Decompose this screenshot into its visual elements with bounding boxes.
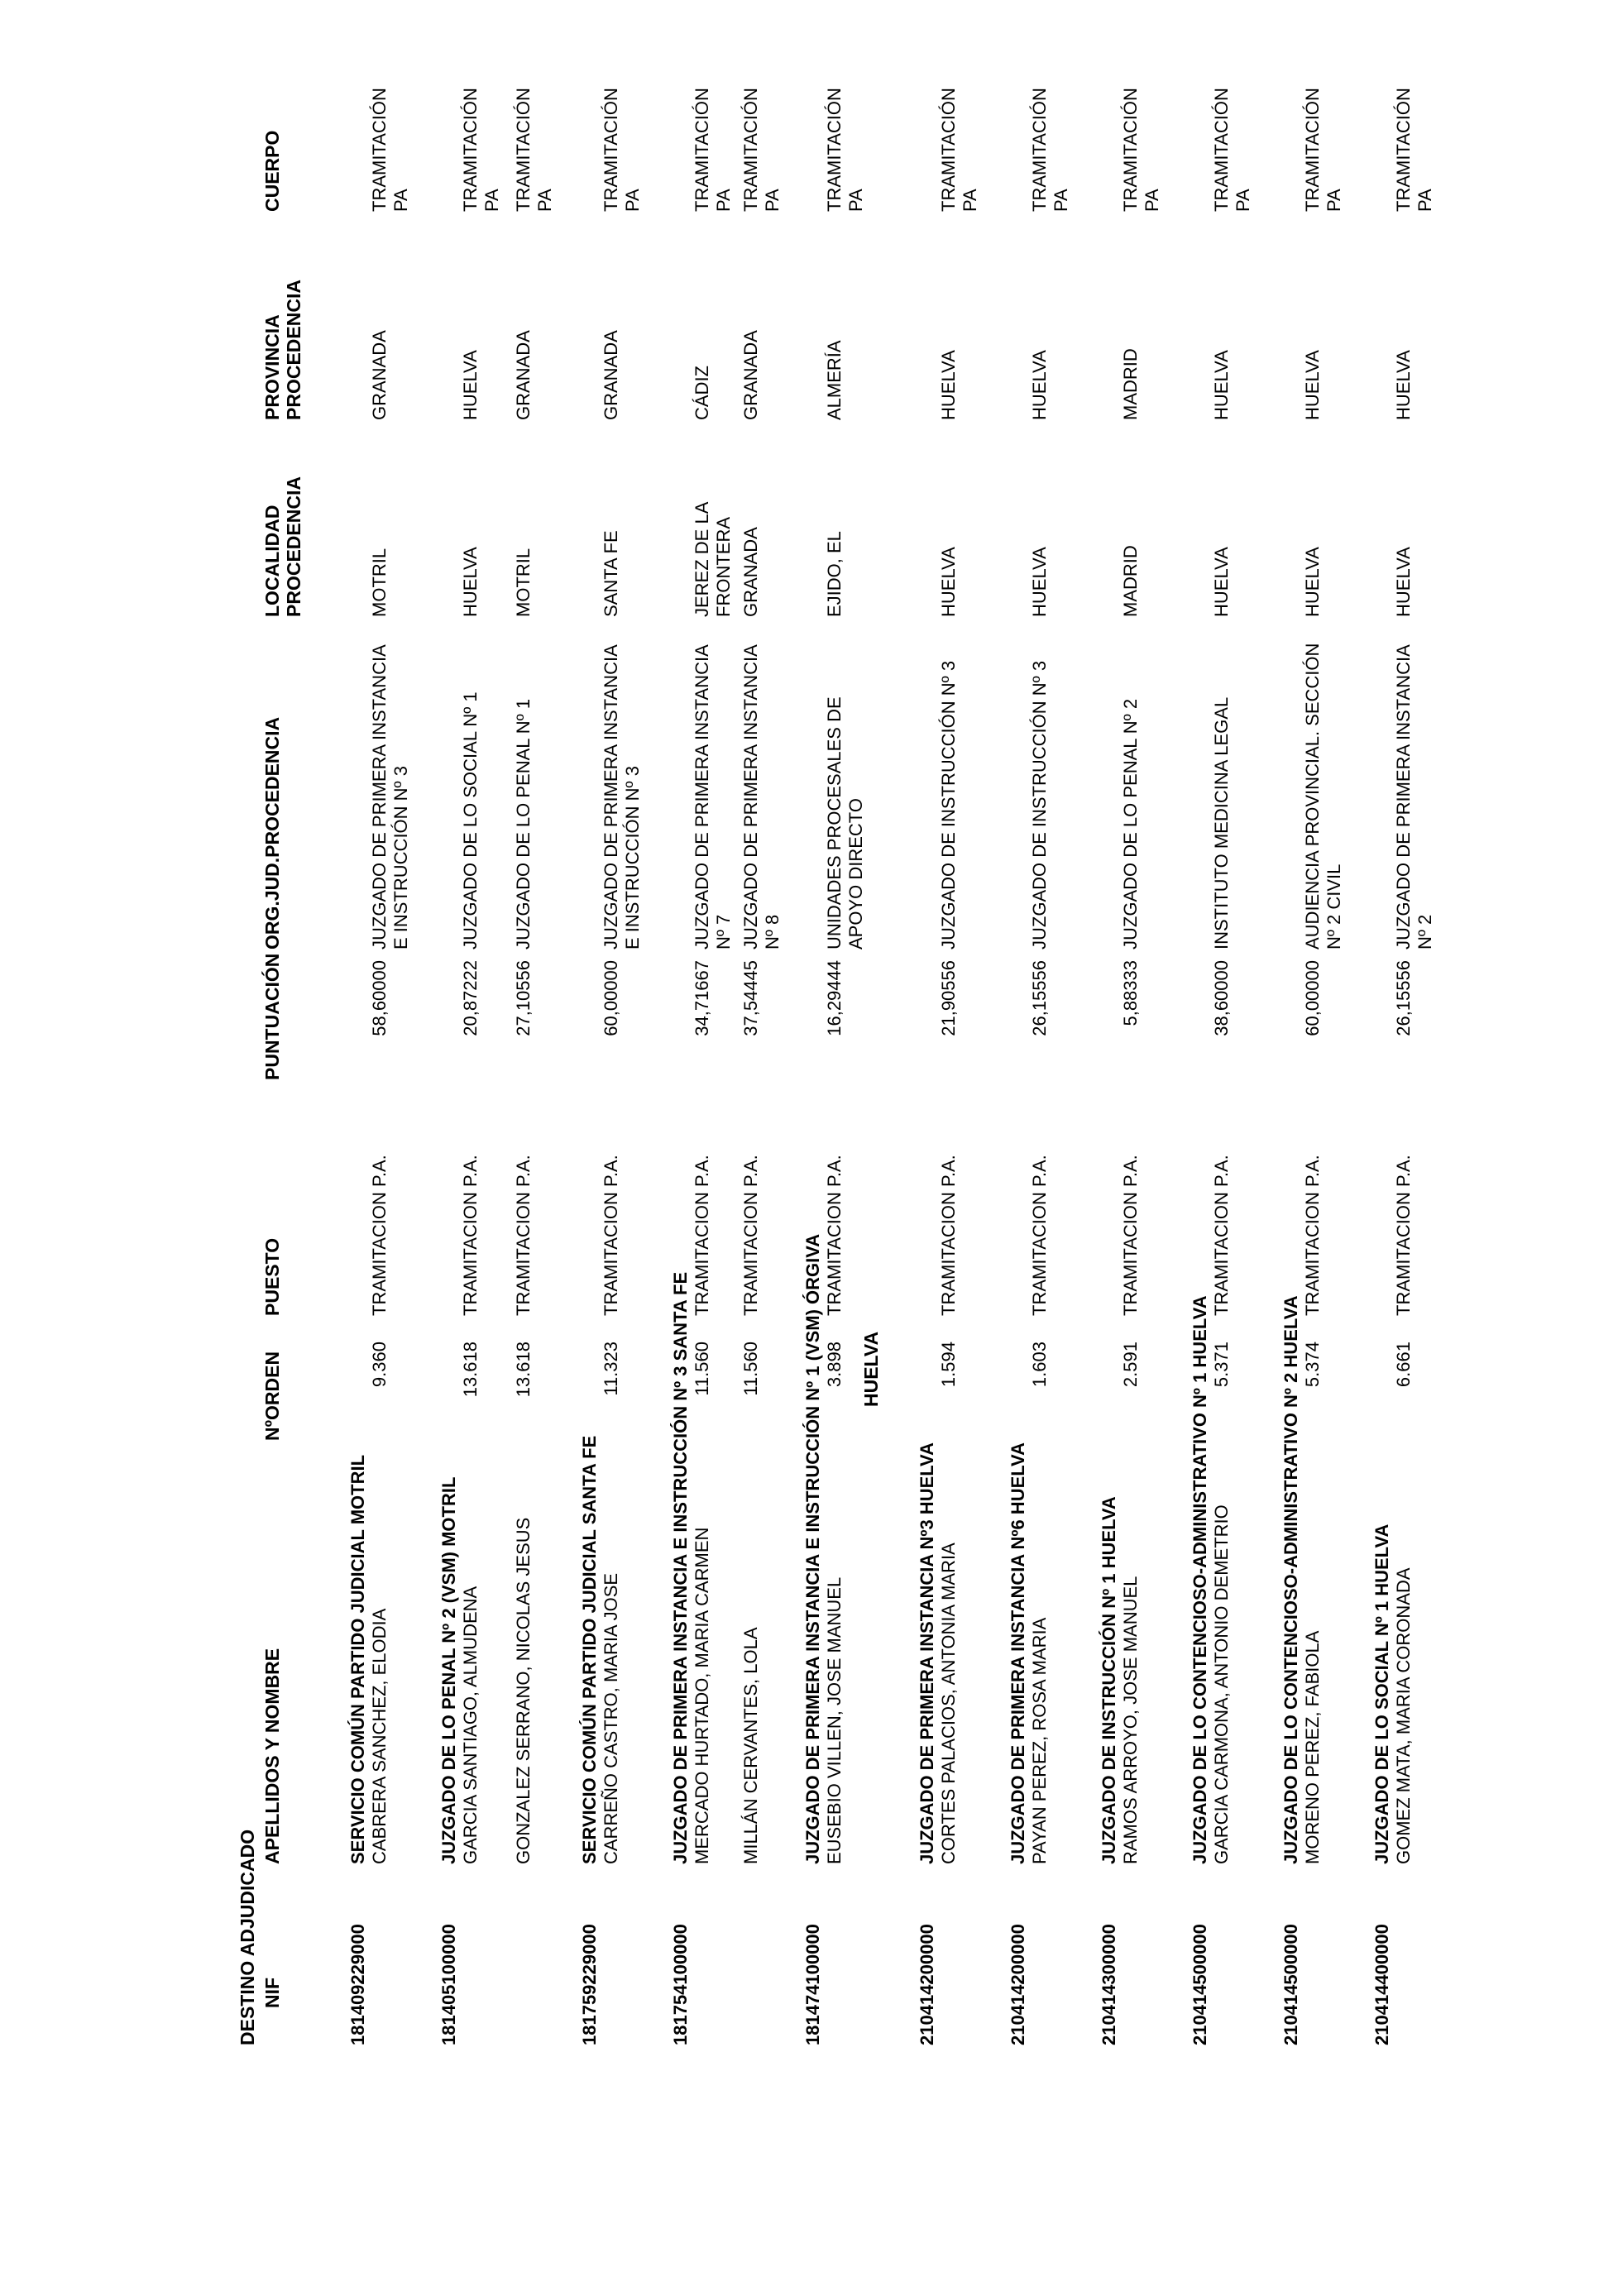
cuerpo-value: TRAMITACIÓN PA <box>1211 88 1253 212</box>
puesto-value: TRAMITACION P.A. <box>1393 1155 1414 1316</box>
puesto-value: TRAMITACION P.A. <box>824 1155 845 1316</box>
localidad-procedencia: HUELVA <box>1029 547 1050 617</box>
puesto-value: TRAMITACION P.A. <box>1302 1155 1323 1316</box>
orden-number: 1.594 <box>938 1342 959 1388</box>
puntuacion-value: 16,29444 <box>824 960 845 1036</box>
puntuacion-value: 5,88333 <box>1120 960 1141 1026</box>
destino-court-title: JUZGADO DE LO CONTENCIOSO-ADMINISTRATIVO Nº 2 HUELVA <box>1281 1295 1301 1864</box>
cuerpo-value: TRAMITACIÓN PA <box>1029 88 1071 212</box>
localidad-procedencia: HUELVA <box>938 547 959 617</box>
destino-court-title: JUZGADO DE INSTRUCCIÓN Nº 1 HUELVA <box>1099 1496 1119 1864</box>
destino-court-title: JUZGADO DE PRIMERA INSTANCIA E INSTRUCCIÓN Nº 1 (VSM) ÓRGIVA <box>802 1233 823 1864</box>
puntuacion-value: 38,60000 <box>1211 960 1232 1036</box>
org-procedencia: JUZGADO DE PRIMERA INSTANCIA E INSTRUCCIÓN Nº 3 <box>369 645 411 949</box>
provincia-procedencia: ALMERÍA <box>824 340 845 420</box>
province-label-huelva: HUELVA <box>860 1331 882 1407</box>
org-procedencia: JUZGADO DE PRIMERA INSTANCIA Nº 7 <box>692 645 734 949</box>
col-cuerpo: CUERPO <box>261 130 283 212</box>
col-localidad: LOCALIDAD PROCEDENCIA <box>261 476 304 617</box>
orden-number: 1.603 <box>1029 1342 1050 1388</box>
col-puntuacion: PUNTUACIÓN <box>261 953 283 1080</box>
puesto-value: TRAMITACION P.A. <box>1211 1155 1232 1316</box>
destino-code: 210414500000 <box>1190 1924 1210 2045</box>
destino-code: 210414400000 <box>1372 1924 1392 2045</box>
cuerpo-value: TRAMITACIÓN PA <box>740 88 783 212</box>
orden-number: 11.323 <box>601 1342 621 1396</box>
col-orden: NºORDEN <box>261 1351 283 1441</box>
puntuacion-value: 26,15556 <box>1393 960 1414 1036</box>
person-name: PAYAN PEREZ, ROSA MARIA <box>1029 1617 1050 1864</box>
localidad-procedencia: HUELVA <box>460 547 481 617</box>
provincia-procedencia: GRANADA <box>369 330 390 420</box>
orden-number: 13.618 <box>513 1342 534 1398</box>
provincia-procedencia: GRANADA <box>513 330 534 420</box>
provincia-procedencia: HUELVA <box>460 350 481 420</box>
destino-code: 210414500000 <box>1281 1924 1301 2045</box>
org-procedencia: JUZGADO DE INSTRUCCIÓN Nº 3 <box>1029 660 1050 949</box>
org-procedencia: JUZGADO DE PRIMERA INSTANCIA Nº 8 <box>740 645 783 949</box>
destino-code: 181409229000 <box>347 1924 368 2045</box>
puesto-value: TRAMITACION P.A. <box>460 1155 481 1316</box>
provincia-procedencia: CÁDIZ <box>692 366 712 420</box>
cuerpo-value: TRAMITACIÓN PA <box>1120 88 1162 212</box>
localidad-procedencia: EJIDO, EL <box>824 531 845 617</box>
cuerpo-value: TRAMITACIÓN PA <box>1393 88 1435 212</box>
destino-code: 210414200000 <box>1008 1924 1028 2045</box>
provincia-procedencia: GRANADA <box>740 330 761 420</box>
cuerpo-value: TRAMITACIÓN PA <box>824 88 866 212</box>
localidad-procedencia: JEREZ DE LA FRONTERA <box>692 502 734 617</box>
localidad-procedencia: SANTA FE <box>601 530 621 617</box>
puesto-value: TRAMITACION P.A. <box>1120 1155 1141 1316</box>
org-procedencia: JUZGADO DE PRIMERA INSTANCIA Nº 2 <box>1393 645 1435 949</box>
destino-court-title: SERVICIO COMÚN PARTIDO JUDICIAL MOTRIL <box>347 1454 368 1864</box>
destino-court-title: JUZGADO DE LO CONTENCIOSO-ADMINISTRATIVO Nº 1 HUELVA <box>1190 1295 1210 1864</box>
person-name: GOMEZ MATA, MARIA CORONADA <box>1393 1567 1414 1864</box>
puntuacion-value: 60,00000 <box>601 960 621 1036</box>
cuerpo-value: TRAMITACIÓN PA <box>369 88 411 212</box>
localidad-procedencia: HUELVA <box>1302 547 1323 617</box>
destino-court-title: JUZGADO DE LO SOCIAL Nº 1 HUELVA <box>1372 1523 1392 1864</box>
provincia-procedencia: HUELVA <box>1029 350 1050 420</box>
org-procedencia: UNIDADES PROCESALES DE APOYO DIRECTO <box>824 696 866 949</box>
orden-number: 5.374 <box>1302 1342 1323 1388</box>
puesto-value: TRAMITACION P.A. <box>601 1155 621 1316</box>
localidad-procedencia: GRANADA <box>740 527 761 617</box>
person-name: MERCADO HURTADO, MARIA CARMEN <box>692 1527 712 1864</box>
cuerpo-value: TRAMITACIÓN PA <box>460 88 502 212</box>
person-name: GARCIA CARMONA, ANTONIO DEMETRIO <box>1211 1504 1232 1864</box>
person-name: EUSEBIO VILLEN, JOSE MANUEL <box>824 1576 845 1864</box>
provincia-procedencia: HUELVA <box>938 350 959 420</box>
org-procedencia: JUZGADO DE LO PENAL Nº 1 <box>513 698 534 949</box>
puntuacion-value: 20,87222 <box>460 960 481 1036</box>
destino-code: 181405100000 <box>438 1924 459 2045</box>
cuerpo-value: TRAMITACIÓN PA <box>692 88 734 212</box>
orden-number: 5.371 <box>1211 1342 1232 1388</box>
puntuacion-value: 27,10556 <box>513 960 534 1036</box>
cuerpo-value: TRAMITACIÓN PA <box>513 88 555 212</box>
puesto-value: TRAMITACION P.A. <box>692 1155 712 1316</box>
puntuacion-value: 34,71667 <box>692 960 712 1036</box>
puesto-value: TRAMITACION P.A. <box>1029 1155 1050 1316</box>
destino-court-title: JUZGADO DE LO PENAL Nº 2 (VSM) MOTRIL <box>438 1476 459 1864</box>
puntuacion-value: 37,54445 <box>740 960 761 1036</box>
puntuacion-value: 58,60000 <box>369 960 390 1036</box>
localidad-procedencia: HUELVA <box>1393 547 1414 617</box>
destino-court-title: JUZGADO DE PRIMERA INSTANCIA Nº6 HUELVA <box>1008 1442 1028 1864</box>
puesto-value: TRAMITACION P.A. <box>740 1155 761 1316</box>
puntuacion-value: 60,00000 <box>1302 960 1323 1036</box>
puesto-value: TRAMITACION P.A. <box>513 1155 534 1316</box>
localidad-procedencia: MOTRIL <box>369 548 390 617</box>
destino-court-title: SERVICIO COMÚN PARTIDO JUDICIAL SANTA FE <box>579 1435 600 1864</box>
col-org: ORG.JUD.PROCEDENCIA <box>261 716 283 949</box>
org-procedencia: JUZGADO DE INSTRUCCIÓN Nº 3 <box>938 660 959 949</box>
destino-code: 181474100000 <box>802 1924 823 2045</box>
cuerpo-value: TRAMITACIÓN PA <box>1302 88 1344 212</box>
person-name: CORTES PALACIOS, ANTONIA MARIA <box>938 1543 959 1864</box>
orden-number: 11.560 <box>740 1342 761 1396</box>
destino-court-title: JUZGADO DE PRIMERA INSTANCIA E INSTRUCCIÓN Nº 3 SANTA FE <box>670 1271 691 1864</box>
orden-number: 2.591 <box>1120 1342 1141 1388</box>
org-procedencia: INSTITUTO MEDICINA LEGAL <box>1211 696 1232 949</box>
person-name: MILLÁN CERVANTES, LOLA <box>740 1627 761 1864</box>
cuerpo-value: TRAMITACIÓN PA <box>601 88 643 212</box>
col-nif: NIF <box>261 1977 283 2008</box>
provincia-procedencia: HUELVA <box>1211 350 1232 420</box>
orden-number: 11.560 <box>692 1342 712 1396</box>
org-procedencia: JUZGADO DE LO SOCIAL Nº 1 <box>460 691 481 949</box>
localidad-procedencia: MOTRIL <box>513 548 534 617</box>
provincia-procedencia: HUELVA <box>1302 350 1323 420</box>
provincia-procedencia: GRANADA <box>601 330 621 420</box>
org-procedencia: AUDIENCIA PROVINCIAL. SECCIÓN Nº 2 CIVIL <box>1302 643 1344 949</box>
puntuacion-value: 21,90556 <box>938 960 959 1036</box>
person-name: MORENO PEREZ, FABIOLA <box>1302 1630 1323 1864</box>
provincia-procedencia: HUELVA <box>1393 350 1414 420</box>
col-puesto: PUESTO <box>261 1237 283 1316</box>
destino-court-title: JUZGADO DE PRIMERA INSTANCIA Nº3 HUELVA <box>917 1442 937 1864</box>
localidad-procedencia: MADRID <box>1120 545 1141 617</box>
puesto-value: TRAMITACION P.A. <box>938 1155 959 1316</box>
org-procedencia: JUZGADO DE LO PENAL Nº 2 <box>1120 698 1141 949</box>
puntuacion-value: 26,15556 <box>1029 960 1050 1036</box>
puesto-value: TRAMITACION P.A. <box>369 1155 390 1316</box>
provincia-procedencia: MADRID <box>1120 348 1141 420</box>
localidad-procedencia: HUELVA <box>1211 547 1232 617</box>
col-apellidos: APELLIDOS Y NOMBRE <box>261 1648 283 1864</box>
orden-number: 3.898 <box>824 1342 845 1388</box>
person-name: CABRERA SANCHEZ, ELODIA <box>369 1608 390 1864</box>
destino-code: 181759229000 <box>579 1924 600 2045</box>
person-name: GARCIA SANTIAGO, ALMUDENA <box>460 1586 481 1864</box>
destino-code: 210414200000 <box>917 1924 937 2045</box>
col-provincia: PROVINCIA PROCEDENCIA <box>261 280 304 420</box>
org-procedencia: JUZGADO DE PRIMERA INSTANCIA E INSTRUCCIÓN Nº 3 <box>601 645 643 949</box>
orden-number: 9.360 <box>369 1342 390 1388</box>
destino-code: 181754100000 <box>670 1924 691 2045</box>
person-name: RAMOS ARROYO, JOSE MANUEL <box>1120 1576 1141 1864</box>
orden-number: 6.661 <box>1393 1342 1414 1388</box>
destino-heading: DESTINO ADJUDICADO <box>237 1829 258 2045</box>
orden-number: 13.618 <box>460 1342 481 1398</box>
person-name: CARREÑO CASTRO, MARIA JOSE <box>601 1572 621 1864</box>
person-name: GONZALEZ SERRANO, NICOLAS JESUS <box>513 1517 534 1864</box>
destino-code: 210414300000 <box>1099 1924 1119 2045</box>
cuerpo-value: TRAMITACIÓN PA <box>938 88 980 212</box>
